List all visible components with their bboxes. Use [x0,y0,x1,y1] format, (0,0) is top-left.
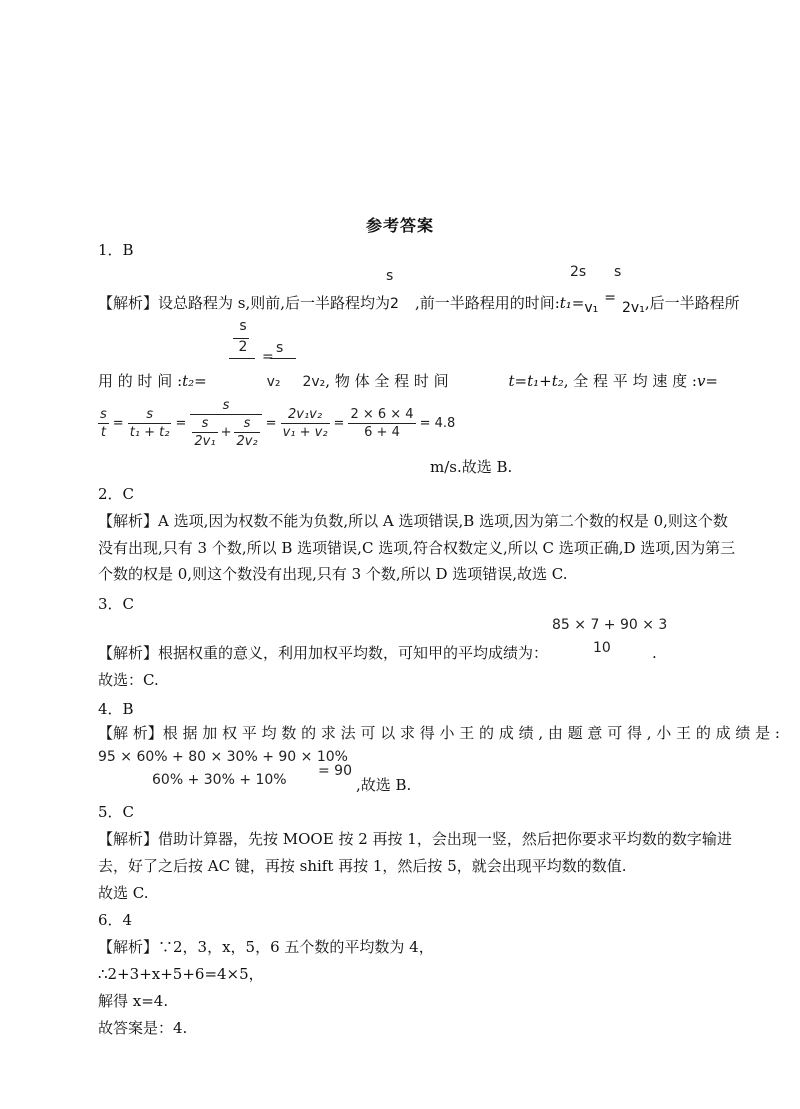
q1-g2-num: s [146,407,153,422]
q1-line1 [98,290,740,316]
q2-line1: 【解析】A 选项,因为权数不能为负数,所以 A 选项错误,B 选项,因为第二个数的权是 0,则这个数 [98,512,728,530]
q1-g3-plus: + [220,425,232,440]
q1-g3-den-a-num: s [201,416,209,431]
q5-line1: 【解析】借助计算器，先按 MOOE 按 2 再按 1，会出现一竖，然后把你要求平均数的数字输进 [98,830,732,848]
q1-f2-den: 2v₁ [622,300,645,316]
q1-g3-den-b [234,416,259,449]
q1-g3-den [190,416,261,449]
q1-half-den: 2 [390,296,399,312]
q1-eq: = [604,290,617,306]
q1-line2-post: , 全 程 平 均 速 度 : [563,372,697,390]
q6-line4: 故答案是：4. [98,1019,188,1037]
q1-half-num: s [386,268,394,284]
q1-answer: 1．B [98,241,134,259]
q2-line2: 没有出现,只有 3 个数,所以 B 选项错误,C 选项,符合权数定义,所以 C 选项正确,D 选项,因为第三 [98,539,736,557]
q1-tail: m/s.故选 B. [430,458,513,476]
q1-result: = 4.8 [419,416,456,431]
q1-g5-den: 6 + 4 [364,425,400,440]
q1-line2-end [508,371,718,392]
q1-f1-num: 2s [570,264,587,280]
q1-velocity-formula [98,398,455,449]
q1-g-eq4: = [333,416,345,431]
q1-f3-top-num: s [239,318,247,334]
q1-f1-den: v₁ [584,300,599,316]
q1-f3-top-den: 2 [238,339,248,355]
q1-line2-mid-text: , 物 体 全 程 时 间 [325,372,449,390]
q6-answer: 6．4 [98,911,133,929]
q5-answer: 5．C [98,803,135,821]
q1-g-eq1: = [112,416,124,431]
q3-dot: . [652,644,657,662]
q3-line1: 【解析】根据权重的意义，利用加权平均数，可知甲的平均成绩为： [98,644,549,662]
q1-f4-den: 2v₂ [302,374,326,390]
q1-g1-den: t [100,425,106,440]
q1-g5-num: 2 × 6 × 4 [350,407,414,422]
q1-f4-num: s [276,340,284,356]
q1-line2-pre [98,371,207,392]
q1-line1-pre: 【解析】设总路程为 s,则前,后一半路程均为 [98,294,391,312]
q3-line2: 故选：C. [98,671,159,689]
q1-g3 [190,398,261,449]
q1-g-eq3: = [265,416,277,431]
q3-num: 85 × 7 + 90 × 3 [552,617,668,633]
q1-t1: t₁= [559,294,585,312]
q1-v-eq: v= [696,372,718,390]
q6-line3: 解得 x=4. [98,992,169,1010]
q1-g3-num: s [222,398,230,413]
q1-f4-bar [270,358,296,359]
q1-line1-mid: ,前一半路程用的时间: [414,294,560,312]
q4-answer: 4．B [98,700,134,718]
q5-line3: 故选 C. [98,884,149,902]
q1-line2 [98,371,718,392]
q1-g2 [128,407,172,440]
q1-g3-den-a [192,416,217,449]
q6-line1: 【解析】∵2，3，x，5，6 五个数的平均数为 4， [98,938,434,956]
q4-num: 95 × 60% + 80 × 30% + 90 × 10% [98,749,348,765]
q1-g4-num: 2v₁v₂ [288,407,323,422]
q5-line2: 去，好了之后按 AC 键，再按 shift 再按 1，然后按 5，就会出现平均数的数值. [98,857,627,875]
q1-g3-den-a-den: 2v₁ [194,434,216,449]
q4-den: 60% + 30% + 10% [152,772,287,788]
page-title: 参考答案 [365,216,434,235]
q1-g1-num: s [100,407,107,422]
q1-g5 [348,407,415,440]
q4-result: = 90 [318,763,352,779]
q1-f3-eq: = [262,349,274,365]
q1-t-total: t=t₁+t₂ [508,372,564,390]
q4-tail: ,故选 B. [356,776,412,794]
q1-line1-post: ,后一半路程所 [644,294,740,312]
q4-line1: 【解 析】根 据 加 权 平 均 数 的 求 法 可 以 求 得 小 王 的 成 绩 , 由 题 意 可 得 , 小 王 的 成 绩 是 : [98,724,780,742]
q2-answer: 2．C [98,485,135,503]
q6-line2: ∴2+3+x+5+6=4×5， [98,965,264,983]
q1-f3-bar [229,358,255,359]
q1-g-eq2: = [175,416,187,431]
q1-f3-den: v₂ [266,374,281,390]
q2-line3: 个数的权是 0,则这个数没有出现,只有 3 个数,所以 D 选项错误,故选 C. [98,565,568,583]
q1-t2: t₂= [182,372,207,390]
q1-g1 [98,407,109,440]
q1-g2-den: t₁ + t₂ [129,425,170,440]
q1-g3-den-b-den: 2v₂ [236,434,258,449]
q1-line2-pre-text: 用 的 时 间 : [98,372,183,390]
q1-g3-den-b-num: s [243,416,251,431]
q1-f2-num: s [614,264,622,280]
q3-den: 10 [593,640,611,656]
q3-answer: 3．C [98,595,135,613]
q1-line2-mid [267,371,449,392]
q1-g4 [281,407,330,440]
q1-g4-den: v₁ + v₂ [282,425,328,440]
